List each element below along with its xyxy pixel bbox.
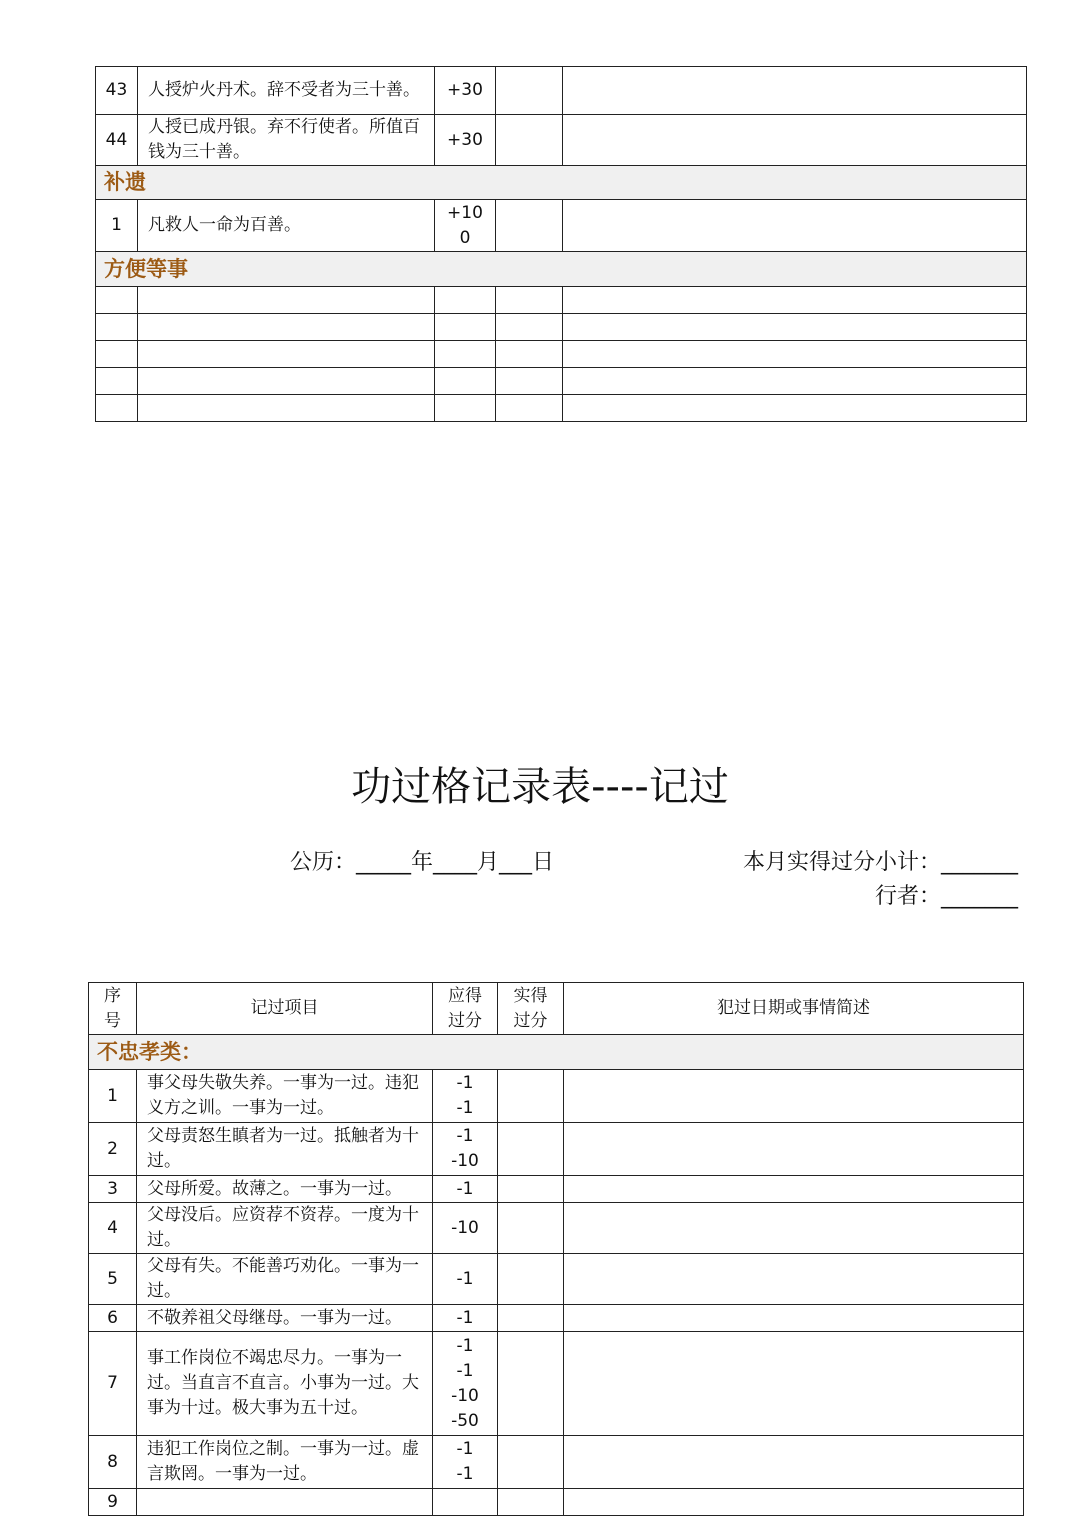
row-item-text: 人授炉火丹术。辞不受者为三十善。 (138, 67, 435, 115)
row-actual-score[interactable] (496, 314, 563, 341)
row-expected-score (435, 287, 496, 314)
row-item-text: 父母责怒生瞋者为一过。抵触者为十过。 (137, 1123, 433, 1176)
row-expected-score (435, 368, 496, 395)
row-item-text (138, 341, 435, 368)
row-number (96, 314, 138, 341)
row-actual-score[interactable] (498, 1176, 564, 1203)
header-desc: 犯过日期或事情简述 (564, 983, 1024, 1035)
row-expected-score: +30 (435, 67, 496, 115)
section-row (89, 1035, 1024, 1070)
table-row (96, 314, 1027, 341)
row-expected-score: -1 -1 (433, 1436, 498, 1489)
row-expected-score: +30 (435, 115, 496, 166)
row-number: 8 (89, 1436, 137, 1489)
row-number (96, 395, 138, 422)
row-actual-score[interactable] (496, 115, 563, 166)
table-row (96, 368, 1027, 395)
row-number: 1 (89, 1070, 137, 1123)
row-item-text: 事工作岗位不竭忠尽力。一事为一过。当直言不直言。小事为一过。大事为十过。极大事为五十过。 (137, 1332, 433, 1436)
table-row (89, 1203, 1024, 1254)
row-description[interactable] (564, 1436, 1024, 1489)
table-row (96, 395, 1027, 422)
row-actual-score[interactable] (496, 395, 563, 422)
row-item-text: 事父母失敬失养。一事为一过。违犯义方之训。一事为一过。 (137, 1070, 433, 1123)
row-description[interactable] (563, 115, 1027, 166)
table-row (96, 287, 1027, 314)
row-expected-score: +10 0 (435, 200, 496, 252)
header-item: 记过项目 (137, 983, 433, 1035)
row-expected-score: -1 -10 (433, 1123, 498, 1176)
section-row (96, 166, 1027, 200)
row-number: 5 (89, 1254, 137, 1305)
row-number (96, 287, 138, 314)
row-description[interactable] (563, 341, 1027, 368)
row-item-text: 父母没后。应资荐不资荐。一度为十过。 (137, 1203, 433, 1254)
row-item-text: 人授已成丹银。弃不行使者。所值百钱为三十善。 (138, 115, 435, 166)
header-actual: 实得过分 (498, 983, 564, 1035)
row-item-text (138, 287, 435, 314)
row-actual-score[interactable] (496, 341, 563, 368)
row-description[interactable] (564, 1176, 1024, 1203)
section-row (96, 252, 1027, 287)
table-row (89, 1123, 1024, 1176)
header-expected: 应得过分 (433, 983, 498, 1035)
section-label: 方便等事 (96, 252, 1027, 287)
row-number: 43 (96, 67, 138, 115)
row-expected-score: -10 (433, 1203, 498, 1254)
row-actual-score[interactable] (498, 1305, 564, 1332)
row-description[interactable] (563, 314, 1027, 341)
row-item-text (138, 314, 435, 341)
table-row (89, 1489, 1024, 1516)
row-number: 6 (89, 1305, 137, 1332)
row-item-text (137, 1489, 433, 1516)
row-expected-score (433, 1489, 498, 1516)
row-item-text: 父母有失。不能善巧劝化。一事为一过。 (137, 1254, 433, 1305)
header-num: 序号 (89, 983, 137, 1035)
table-row (89, 1305, 1024, 1332)
row-item-text (138, 395, 435, 422)
row-item-text: 凡救人一命为百善。 (138, 200, 435, 252)
row-expected-score (435, 314, 496, 341)
table-row (89, 1254, 1024, 1305)
merit-table-continued (95, 66, 1027, 422)
subtotal-field: 本月实得过分小计：_______ (742, 850, 1018, 875)
row-description[interactable] (564, 1305, 1024, 1332)
row-description[interactable] (563, 395, 1027, 422)
row-number: 9 (89, 1489, 137, 1516)
row-number: 44 (96, 115, 138, 166)
demerit-table (88, 982, 1024, 1516)
row-expected-score (435, 341, 496, 368)
row-actual-score[interactable] (498, 1203, 564, 1254)
row-actual-score[interactable] (496, 368, 563, 395)
row-expected-score: -1 -1 -10 -50 (433, 1332, 498, 1436)
row-description[interactable] (563, 368, 1027, 395)
row-number (96, 368, 138, 395)
row-actual-score[interactable] (498, 1489, 564, 1516)
row-expected-score: -1 -1 (433, 1070, 498, 1123)
row-number: 7 (89, 1332, 137, 1436)
row-item-text: 父母所爱。故薄之。一事为一过。 (137, 1176, 433, 1203)
table-row (96, 341, 1027, 368)
table-row (89, 1332, 1024, 1436)
row-description[interactable] (563, 287, 1027, 314)
table-row (96, 200, 1027, 252)
date-field: 公历：_____年____月___日 (290, 850, 555, 875)
row-actual-score[interactable] (496, 287, 563, 314)
row-item-text: 违犯工作岗位之制。一事为一过。虚言欺罔。一事为一过。 (137, 1436, 433, 1489)
row-item-text (138, 368, 435, 395)
row-number (96, 341, 138, 368)
table-row (96, 115, 1027, 166)
table-row (96, 67, 1027, 115)
row-description[interactable] (564, 1332, 1024, 1436)
row-actual-score[interactable] (498, 1123, 564, 1176)
row-item-text: 不敬养祖父母继母。一事为一过。 (137, 1305, 433, 1332)
row-description[interactable] (564, 1489, 1024, 1516)
row-number: 3 (89, 1176, 137, 1203)
table-row (89, 1070, 1024, 1123)
row-actual-score[interactable] (496, 200, 563, 252)
row-number: 1 (96, 200, 138, 252)
row-actual-score[interactable] (498, 1332, 564, 1436)
section-label: 不忠孝类： (89, 1035, 1024, 1070)
row-expected-score (435, 395, 496, 422)
row-description[interactable] (563, 200, 1027, 252)
row-expected-score: -1 (433, 1254, 498, 1305)
row-description[interactable] (564, 1070, 1024, 1123)
practitioner-field: 行者：_______ (874, 884, 1018, 909)
table-row (89, 1436, 1024, 1489)
table-header-row (89, 983, 1024, 1035)
row-number: 2 (89, 1123, 137, 1176)
row-description[interactable] (563, 67, 1027, 115)
row-number: 4 (89, 1203, 137, 1254)
row-actual-score[interactable] (498, 1254, 564, 1305)
section-label: 补遗 (96, 166, 1027, 200)
row-description[interactable] (564, 1123, 1024, 1176)
row-actual-score[interactable] (498, 1436, 564, 1489)
row-actual-score[interactable] (496, 67, 563, 115)
table-row (89, 1176, 1024, 1203)
row-description[interactable] (564, 1254, 1024, 1305)
row-actual-score[interactable] (498, 1070, 564, 1123)
row-description[interactable] (564, 1203, 1024, 1254)
row-expected-score: -1 (433, 1176, 498, 1203)
row-expected-score: -1 (433, 1305, 498, 1332)
page-title: 功过格记录表----记过 (351, 764, 729, 810)
